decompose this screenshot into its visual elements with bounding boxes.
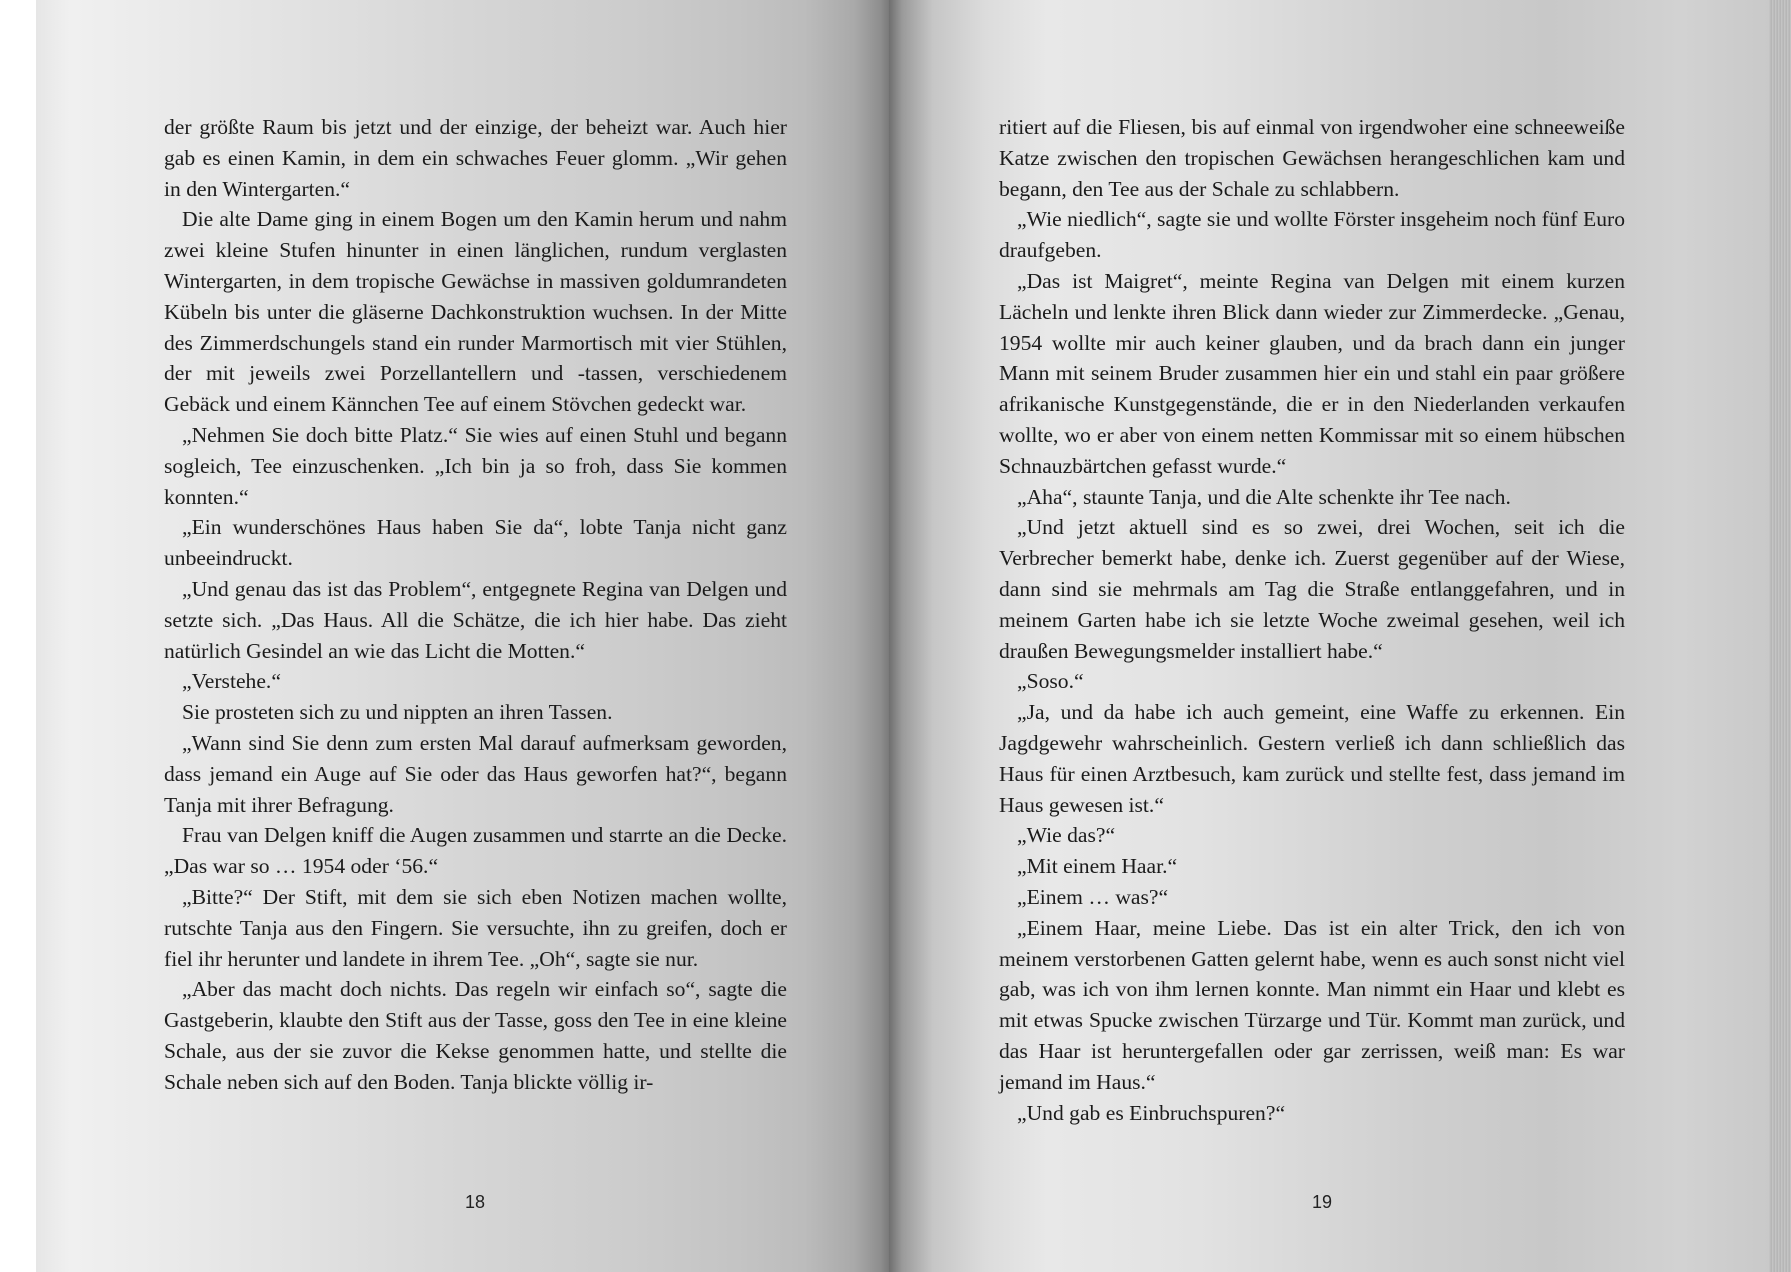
paragraph: „Soso.“	[1017, 669, 1084, 694]
left-page	[36, 0, 889, 1272]
paragraph: „Verstehe.“	[182, 669, 281, 694]
paragraph: „Einem Haar, meine Liebe. Das ist ein alter Trick, den ich von meinem verstorbenen Gatten gelernt habe, wenn es auch sonst nicht viel gab, was ich von ihm lernen konnte. Man nimmt ein Haar und klebt es mit etwas Spucke zwischen Türzarge und Tür. Kommt man zurück, und das Haar ist heruntergefallen oder gar zerrissen, weiß man: Es war jemand im Haus.“	[999, 915, 1625, 1094]
paragraph: „Nehmen Sie doch bitte Platz.“ Sie wies auf einen Stuhl und begann sogleich, Tee einzuschenken. „Ich bin ja so froh, dass Sie kommen konnten.“	[164, 422, 787, 509]
page-number-left: 18	[464, 1192, 486, 1212]
paragraph: „Bitte?“ Der Stift, mit dem sie sich eben Notizen machen wollte, rutschte Tanja aus den Fingern. Sie versuchte, ihn zu greifen, doch er fiel ihr herunter und landete in ihrem Tee. „Oh“, sagte sie nur.	[164, 884, 787, 971]
paragraph: „Ein wunderschönes Haus haben Sie da“, lobte Tanja nicht ganz unbeeindruckt.	[164, 515, 787, 571]
paragraph: „Und gab es Einbruchspuren?“	[1017, 1100, 1286, 1125]
paragraph: „Ja, und da habe ich auch gemeint, eine Waffe zu erkennen. Ein Jagdgewehr wahrscheinlich. Gestern verließ ich dann schließlich das Haus für einen Arztbesuch, kam zurück und stellte fest, dass jemand im Haus gewesen ist.“	[999, 700, 1625, 817]
paragraph: „Das ist Maigret“, meinte Regina van Delgen mit einem kurzen Lächeln und lenkte ihren Blick dann wieder zur Zimmerdecke. „Genau, 1954 wollte mir auch keiner glauben, und da brach dann ein junger Mann mit seinem Bruder zusammen hier ein und stahl ein paar größere afrikanische Kunstgegenstände, die er in den Niederlanden verkaufen wollte, wo er aber von einem netten Kommissar mit so einem hübschen Schnauzbärtchen gefasst wurde.“	[999, 268, 1625, 478]
paragraph: Sie prosteten sich zu und nippten an ihren Tassen.	[182, 700, 613, 725]
paragraph: „Wann sind Sie denn zum ersten Mal darauf aufmerksam geworden, dass jemand ein Auge auf Sie oder das Haus geworfen hat?“, begann Tanja mit ihrer Befragung.	[164, 730, 787, 817]
page-edge	[1769, 0, 1791, 1272]
paragraph: ritiert auf die Fliesen, bis auf einmal von irgendwoher eine schneeweiße Katze zwischen den tropischen Gewächsen herangeschlichen kam und begann, den Tee aus der Schale zu schlabbern.	[999, 115, 1625, 201]
paragraph: „Aber das macht doch nichts. Das regeln wir einfach so“, sagte die Gastgeberin, klaubte den Stift aus der Tasse, goss den Tee in eine kleine Schale, aus der sie zuvor die Kekse genommen hatte, und stellte die Schale neben sich auf den Boden. Tanja blickte völlig ir-	[164, 977, 787, 1094]
paragraph: „Einem … was?“	[1017, 884, 1169, 909]
left-page-text	[164, 112, 787, 1098]
paragraph: der größte Raum bis jetzt und der einzige, der beheizt war. Auch hier gab es einen Kamin, in dem ein schwaches Feuer glomm. „Wir gehen in den Wintergarten.“	[164, 115, 787, 201]
paragraph: „Mit einem Haar.“	[1017, 854, 1178, 879]
open-book	[36, 0, 1791, 1272]
right-page	[889, 0, 1769, 1272]
paragraph: „Wie niedlich“, sagte sie und wollte Förster insgeheim noch fünf Euro draufgeben.	[999, 207, 1625, 263]
paragraph: „Und jetzt aktuell sind es so zwei, drei Wochen, seit ich die Verbrecher bemerkt habe, denke ich. Zuerst gegenüber auf der Wiese, dann sind sie mehrmals am Tag die Straße entlanggefahren, und in meinem Garten habe ich sie letzte Woche zweimal gesehen, weil ich draußen Bewegungsmelder installiert habe.“	[999, 515, 1625, 663]
paragraph: Frau van Delgen kniff die Augen zusammen und starrte an die Decke. „Das war so … 1954 oder ‘56.“	[164, 823, 787, 879]
paragraph: Die alte Dame ging in einem Bogen um den Kamin herum und nahm zwei kleine Stufen hinunter in einen länglichen, rundum verglasten Wintergarten, in dem tropische Gewächse in massiven goldumrandeten Kübeln bis unter die gläserne Dachkonstruktion wuchsen. In der Mitte des Zimmerdschungels stand ein runder Marmortisch mit vier Stühlen, der mit jeweils zwei Porzellantellern und -tassen, verschiedenem Gebäck und einem Kännchen Tee auf einem Stövchen gedeckt war.	[164, 207, 787, 417]
page-number-right: 19	[1311, 1192, 1333, 1212]
paragraph: „Wie das?“	[1017, 823, 1116, 848]
paragraph: „Aha“, staunte Tanja, und die Alte schenkte ihr Tee nach.	[1017, 484, 1511, 509]
right-page-text	[999, 112, 1625, 1128]
paragraph: „Und genau das ist das Problem“, entgegnete Regina van Delgen und setzte sich. „Das Haus. All die Schätze, die ich hier habe. Das zieht natürlich Gesindel an wie das Licht die Motten.“	[164, 576, 787, 663]
